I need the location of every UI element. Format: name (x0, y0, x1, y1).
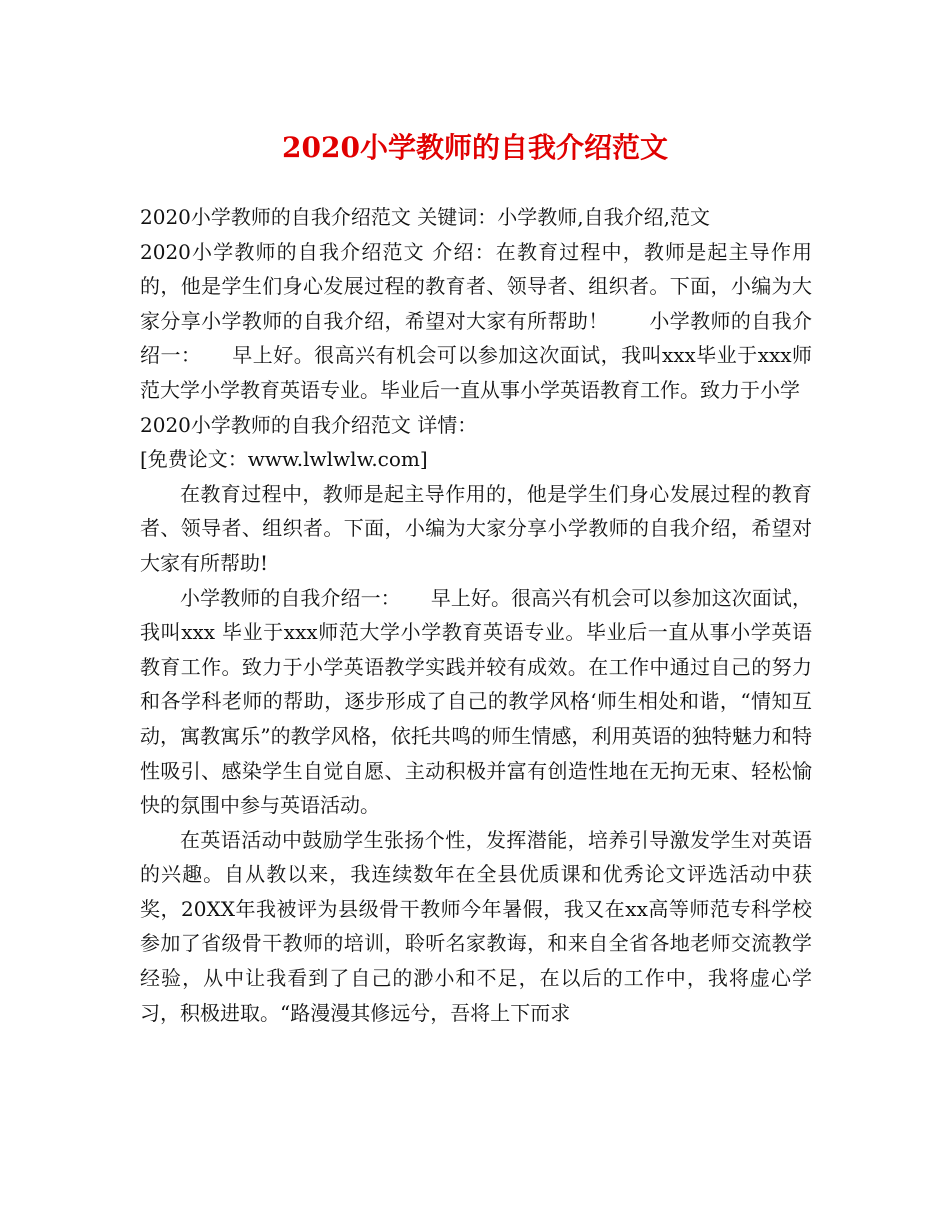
body-paragraph-2: 小学教师的自我介绍一： 早上好。很高兴有机会可以参加这次面试，我叫xxx 毕业于xxx师范大学小学教育英语专业。毕业后一直从事小学英语教育工作。致力于小学英语教学实践并较有成效。在工作中通过自己的努力和各学科老师的帮助，逐步形成了自己的教学风格‘师生相处和谐，“情知互动，寓教寓乐”的教学风格，依托共鸣的师生情感，利用英语的独特魅力和特性吸引、感染学生自觉自愿、主动积极并富有创造性地在无拘无束、轻松愉快的氛围中参与英语活动。 (140, 585, 812, 818)
keywords-line: 2020小学教师的自我介绍范文 关键词：小学教师,自我介绍,范文 (140, 205, 710, 229)
document-title: 2020小学教师的自我介绍范文 (282, 131, 668, 164)
body-paragraph-1: 在教育过程中，教师是起主导作用的，他是学生们身心发展过程的教育者、领导者、组织者。下面，小编为大家分享小学教师的自我介绍，希望对大家有所帮助! (140, 481, 812, 575)
summary-paragraph: 2020小学教师的自我介绍范文 介绍：在教育过程中，教师是起主导作用的，他是学生们身心发展过程的教育者、领导者、组织者。下面，小编为大家分享小学教师的自我介绍，希望对大家有所帮助！ 小学教师的自我介绍一： 早上好。很高兴有机会可以参加这次面试，我叫xxx毕业于xxx师范大学小学教育英语专业。毕业后一直从事小学英语教育工作。致力于小学 (140, 239, 812, 402)
source-note: [免费论文：www.lwlwlw.com] (140, 447, 428, 472)
document-body (140, 200, 812, 1030)
body-paragraph-3: 在英语活动中鼓励学生张扬个性，发挥潜能，培养引导激发学生对英语的兴趣。自从教以来，我连续数年在全县优质课和优秀论文评选活动中获奖，20XX年我被评为县级骨干教师今年暑假，我又在xx高等师范专科学校参加了省级骨干教师的培训，聆听名家教诲，和来自全省各地老师交流教学经验，从中让我看到了自己的渺小和不足，在以后的工作中，我将虚心学习，积极进取。“路漫漫其修远兮，吾将上下而求 (140, 827, 812, 1025)
details-label: 2020小学教师的自我介绍范文 详情： (140, 412, 478, 437)
